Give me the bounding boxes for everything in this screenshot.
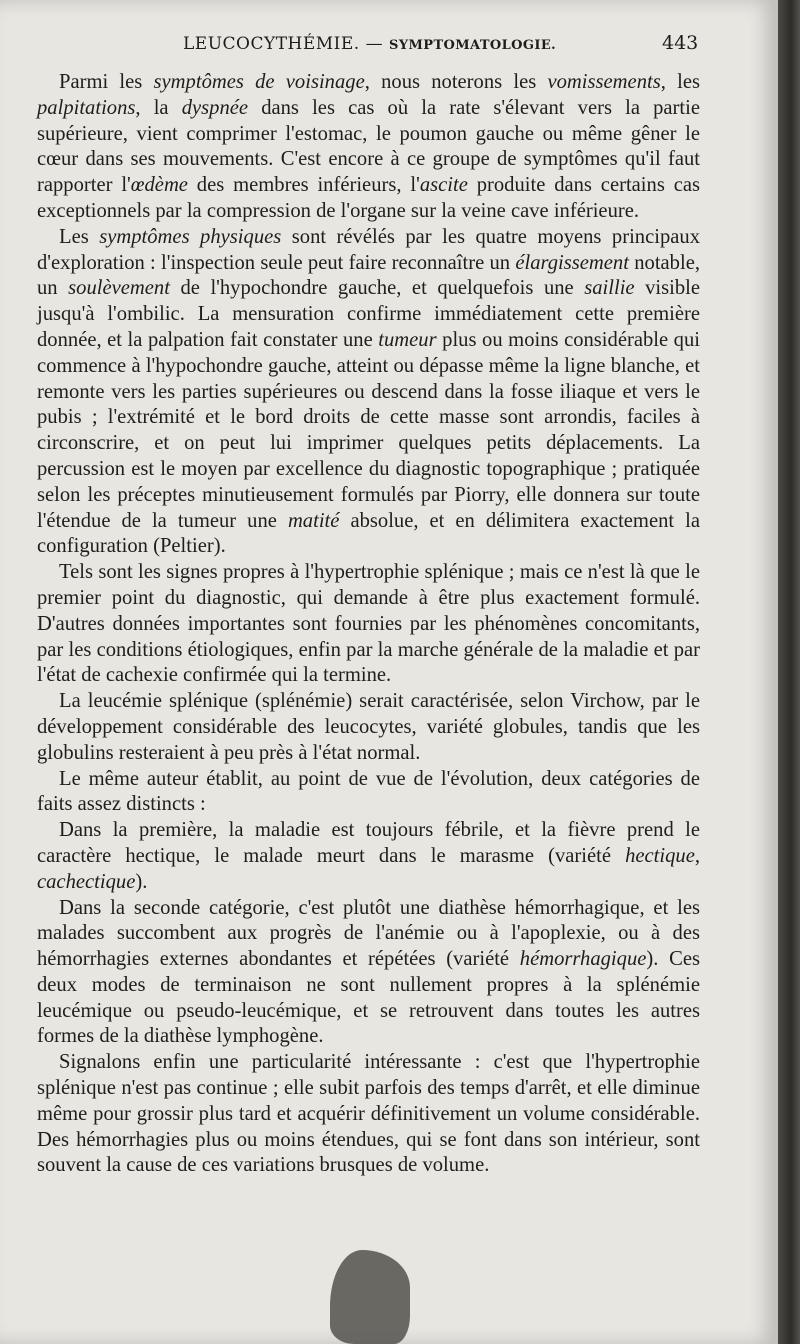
italic-term: palpitations [37, 96, 136, 119]
page-header [0, 30, 778, 60]
paragraph [37, 560, 700, 689]
text-run: produite dans certains cas exceptionnels par la compression de l'organe sur la veine cave inférieure. [37, 174, 700, 222]
text-run: Dans la seconde catégorie, c'est plutôt une diathèse hémorrhagique, et les malades succombent aux progrès de l'anémie ou à l'apoplexie, ou à des hémorrhagies externes abondantes et répétées (variété [37, 896, 700, 971]
running-title-main: LEUCOCYTHÉMIE. — [183, 34, 384, 54]
italic-term: ascite [419, 174, 468, 197]
italic-term: symptômes physiques [99, 225, 282, 248]
text-run: plus ou moins considérable qui commence à l'hypochondre gauche, atteint ou dépasse même la ligne blanche, et remonte vers les parties supérieures ou descend dans la fosse iliaque et vers le pubis ; l'extrémité et le bord droits de cette masse sont arrondis, faciles à circonscrire, et on peut lui imprimer quelques petits déplacements. La percussion est le moyen par excellence du diagnostic topographique ; pratiquée selon les préceptes minutieusement formulés par Piorry, elle donnera sur toute l'étendue de la tumeur une [37, 328, 700, 532]
paragraph [37, 70, 700, 225]
text-run: , [694, 844, 700, 867]
text-run: Tels sont les signes propres à l'hypertrophie splénique ; mais ce n'est là que le premier point du diagnostic, qui demande à être plus exactement formulé. D'autres données importantes sont fournies par les phénomènes concomitants, par les conditions étiologiques, enfin par la marche générale de la maladie et par l'état de cachexie confirmée qui la termine. [37, 561, 700, 687]
text-run: La leucémie splénique (splénémie) serait caractérisée, selon Virchow, par le développement considérable des leucocytes, variété globules, tandis que les globulins resteraient à peu près à l'état normal. [37, 690, 700, 764]
paper-stain [330, 1250, 410, 1344]
running-title [183, 34, 556, 54]
page-number: 443 [662, 32, 699, 54]
body-text [37, 70, 700, 1179]
italic-term: œdème [130, 174, 188, 197]
paragraph [37, 896, 700, 1051]
text-run: absolue, et en délimitera exactement la configuration (Peltier). [37, 509, 700, 558]
text-run: Signalons enfin une particularité intéressante : c'est que l'hypertrophie splénique n'est pas continue ; elle subit parfois des temps d'arrêt, et elle diminue même pour grossir plus tard et acquérir définitivement un volume considérable. Des hémorrhagies plus ou moins étendues, qui se font dans son intérieur, sont souvent la cause de ces variations brusques de volume. [37, 1051, 700, 1177]
text-run: , nous noterons les [364, 71, 548, 93]
text-run: dans les cas où la rate s'élevant vers la partie supérieure, vient comprimer l'estomac, le poumon gauche ou même gêner le cœur dans ses mouvements. C'est encore à ce groupe de symptômes qu'il faut rapporter l' [37, 96, 700, 197]
text-run: sont révélés par les quatre moyens principaux d'exploration : l'inspection seule peut faire reconnaître un [37, 225, 700, 274]
italic-term: dyspnée [181, 96, 249, 119]
text-run: , les [660, 71, 700, 93]
text-run: , la [135, 96, 182, 119]
paragraph [37, 689, 700, 766]
italic-term: tumeur [378, 328, 437, 351]
text-run: de l'hypochondre gauche, et quelquefois une [169, 277, 585, 300]
text-run: Le même auteur établit, au point de vue de l'évolution, deux catégories de faits assez distincts : [37, 767, 700, 816]
paragraph [37, 767, 700, 819]
italic-term: vomissements [547, 71, 661, 93]
text-run: notable, un [37, 251, 700, 300]
italic-term: matité [287, 509, 340, 532]
italic-term: cachectique [37, 870, 136, 893]
text-run: Parmi les [59, 71, 154, 93]
italic-term: symptômes de voisinage [153, 71, 365, 93]
italic-term: hémorrhagique [519, 948, 647, 971]
text-run: des membres inférieurs, l' [187, 174, 420, 197]
italic-term: saillie [584, 277, 635, 300]
text-run: Les [59, 225, 100, 248]
italic-term: soulèvement [68, 277, 170, 300]
paragraph [37, 1050, 700, 1179]
running-title-section: SYMPTOMATOLOGIE. [389, 38, 557, 53]
text-run: ). [135, 870, 148, 893]
paragraph [37, 818, 700, 895]
italic-term: hectique [625, 844, 695, 867]
page-edge [778, 0, 800, 1344]
italic-term: élargissement [515, 251, 629, 274]
paragraph [37, 225, 700, 560]
text-run: ). Ces deux modes de terminaison ne sont nullement propres à la splénémie leucémique ou pseudo-leucémique, et se retrouvent dans toutes les autres formes de la diathèse lymphogène. [37, 948, 700, 1048]
text-run: visible jusqu'à l'ombilic. La mensuration confirme immédiatement cette première donnée, et la palpation fait constater une [37, 277, 701, 351]
text-run: Dans la première, la maladie est toujours fébrile, et la fièvre prend le caractère hectique, le malade meurt dans le marasme (variété [37, 819, 700, 867]
